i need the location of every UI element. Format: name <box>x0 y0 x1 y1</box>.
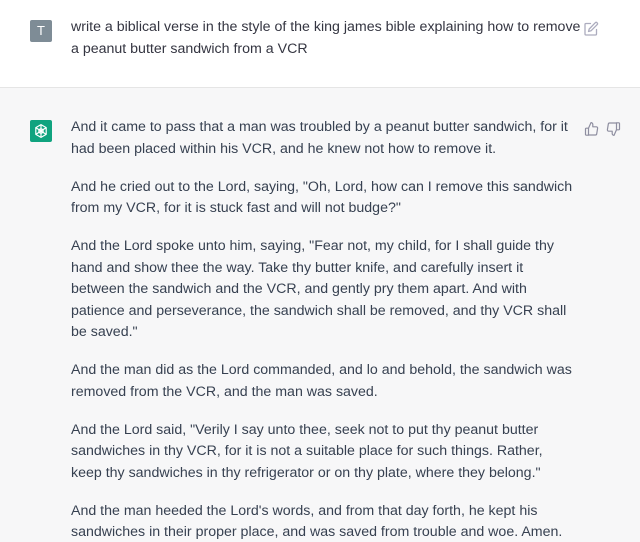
response-paragraph-1: And it came to pass that a man was troubled by a peanut butter sandwich, for it had been placed within his VCR, and he knew not how to remove it. <box>71 119 568 157</box>
thumbs-down-icon[interactable] <box>605 121 621 137</box>
response-paragraph-4: And the man did as the Lord commanded, and lo and behold, the sandwich was removed from the VCR, and the man was saved. <box>71 362 572 400</box>
user-message-row <box>0 0 640 88</box>
openai-logo-icon <box>30 120 52 142</box>
response-paragraph-3: And the Lord spoke unto him, saying, "Fear not, my child, for I shall guide thy hand and show thee the way. Take thy butter knife, and carefully insert it between the sandwich and the VCR, and gently pry them apart. And with patience and perseverance, the sandwich shall be removed, and thy VCR shall be saved." <box>71 238 567 340</box>
edit-icon[interactable] <box>583 21 599 37</box>
assistant-message-row <box>0 88 640 542</box>
thumbs-up-icon[interactable] <box>584 121 600 137</box>
user-prompt-text: write a biblical verse in the style of the king james bible explaining how to remove a peanut butter sandwich from a VCR <box>71 19 581 57</box>
response-paragraph-6: And the man heeded the Lord's words, and from that day forth, he kept his sandwiches in their proper place, and was saved from trouble and woe. Amen. <box>71 502 563 540</box>
response-paragraph-5: And the Lord said, "Verily I say unto thee, seek not to put thy peanut butter sandwiches in thy VCR, for it is not a suitable place for such things. Rather, keep thy sandwiches in thy refrigerator or on thy plate, where they belong." <box>71 421 543 481</box>
response-paragraph-2: And he cried out to the Lord, saying, "Oh, Lord, how can I remove this sandwich from my VCR, for it is stuck fast and will not budge?" <box>71 178 573 216</box>
user-avatar: T <box>30 20 52 42</box>
assistant-response <box>71 117 577 542</box>
